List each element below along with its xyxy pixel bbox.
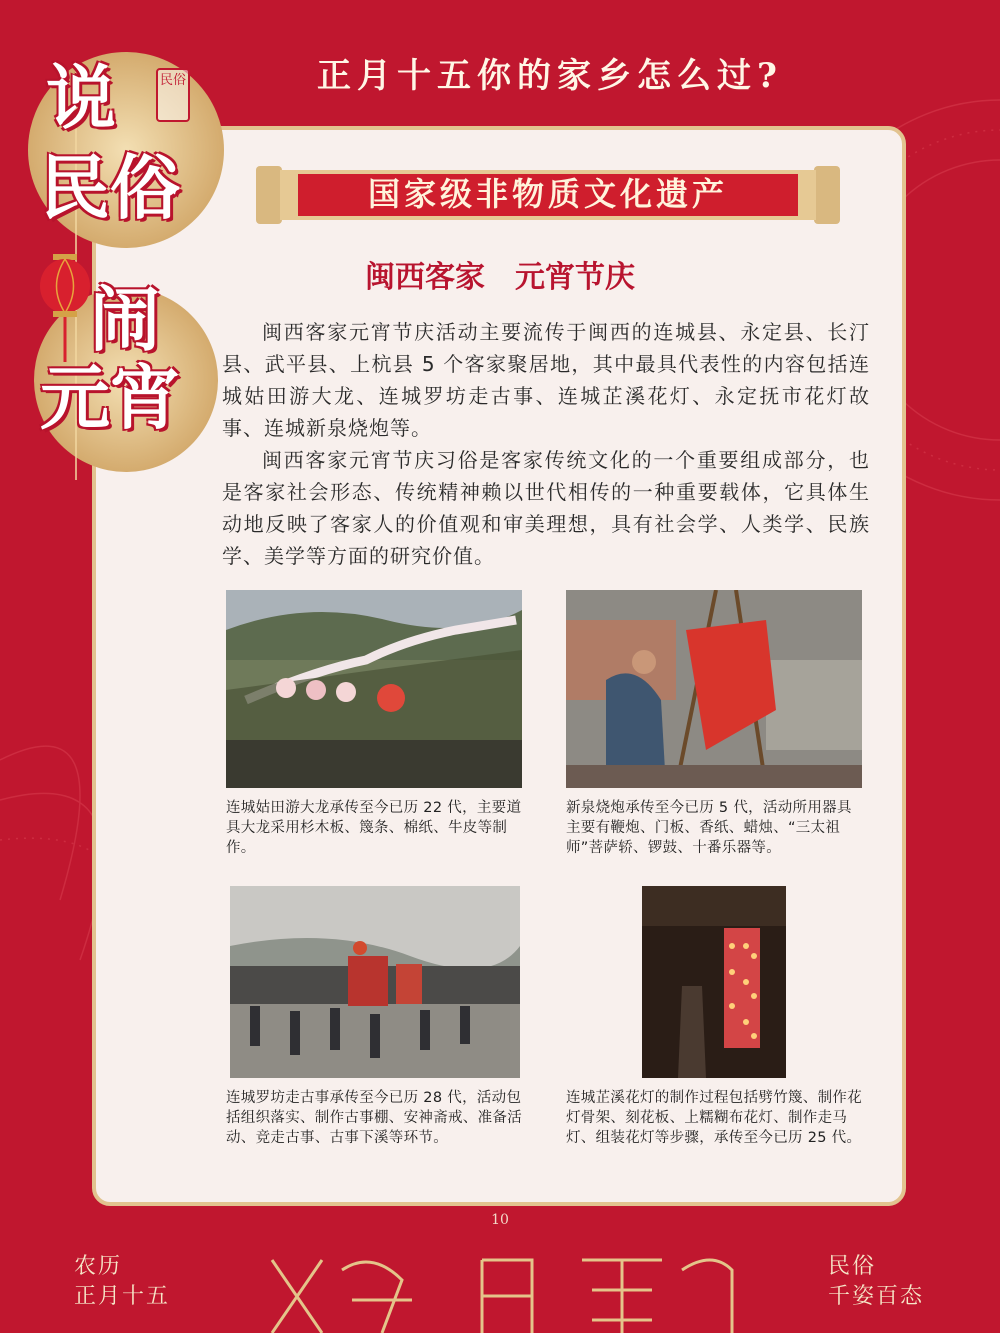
photo-river-procession — [230, 886, 520, 1078]
page-top-title: 正月十五你的家乡怎么过? — [317, 56, 783, 96]
paragraph: 闽西客家元宵节庆习俗是客家传统文化的一个重要组成部分，也是客家社会形态、传统精神赖以世代相传的一种重要载体，它具体生动地反映了客家人的价值观和审美理想，具有社会学、人类学、民族学、美学等方面的研究价值。 — [222, 448, 870, 568]
caption-dragon: 连城姑田游大龙承传至今已历 22 代，主要道具大龙采用杉木板、篾条、棉纸、牛皮等制作。 — [226, 800, 522, 856]
caption-lantern: 连城芷溪花灯的制作过程包括劈竹篾、制作花灯骨架、刻花板、上糯糊布花灯、制作走马灯、组装花灯等步骤，承传至今已历 25 代。 — [566, 1090, 862, 1146]
photo-dragon-parade — [226, 590, 522, 788]
footer-right-line2: 千姿百态 — [828, 1284, 925, 1309]
paragraph: 闽西客家元宵节庆活动主要流传于闽西的连城县、永定县、长汀县、武平县、上杭县 5 个客家聚居地，其中最具代表性的内容包括连城姑田游大龙、连城罗坊走古事、连城芷溪花灯、永定抚市花灯故事、连城新泉烧炮等。 — [222, 320, 870, 440]
banner-title: 国家级非物质文化遗产 — [367, 175, 728, 213]
caption-firecracker: 新泉烧炮承传至今已历 5 代，活动所用器具主要有鞭炮、门板、香纸、蜡烛、“三太祖师”菩萨轿、锣鼓、十番乐器等。 — [566, 800, 852, 856]
photo-lantern-night — [642, 886, 786, 1078]
footer-left — [74, 1252, 170, 1312]
footer-calligraphy-art — [262, 1250, 742, 1333]
caption-procession: 连城罗坊走古事承传至今已历 28 代，活动包括组织落实、制作古事棚、安神斋戒、准备活动、竞走古事、古事下溪等环节。 — [226, 1090, 522, 1146]
footer-right — [828, 1252, 924, 1312]
badge-char-shuo: 说 — [46, 56, 116, 139]
footer-left-line1: 农历 — [74, 1254, 123, 1279]
badge-text-minsu: 民俗 — [40, 146, 180, 229]
footer-right-line1: 民俗 — [828, 1254, 877, 1279]
badge-char-nao: 闹 — [90, 278, 160, 361]
section-heading: 闽西客家 元宵节庆 — [365, 260, 635, 295]
page-number: 10 — [491, 1212, 509, 1228]
body-text — [222, 316, 870, 572]
lantern-icon — [38, 232, 92, 372]
photo-firecracker — [566, 590, 862, 788]
badge-text-yuanxiao: 元宵 — [40, 356, 180, 439]
seal-stamp: 民俗 — [156, 68, 190, 122]
footer-left-line2: 正月十五 — [74, 1284, 171, 1309]
